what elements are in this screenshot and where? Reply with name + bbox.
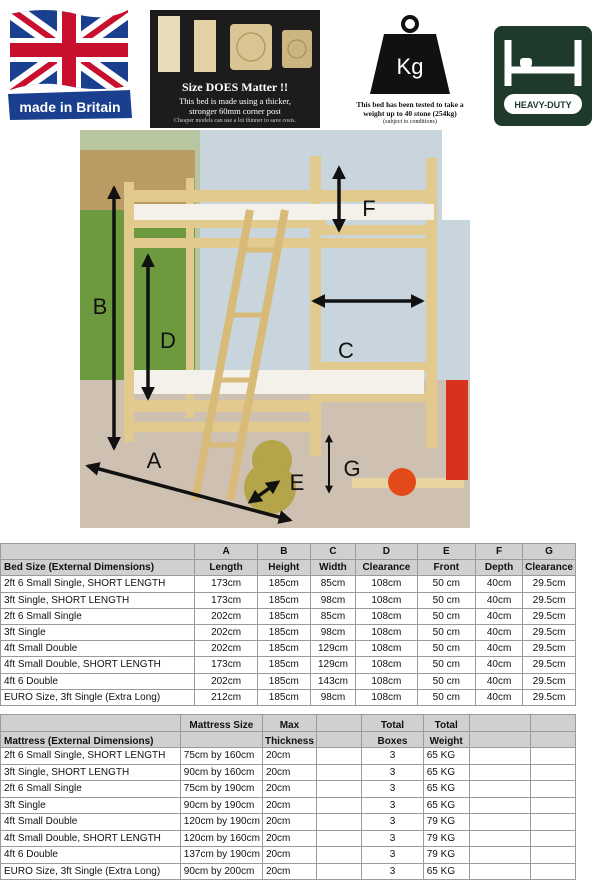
mattress-table-row [1, 748, 576, 765]
bed-dim-g: 29.5cm [523, 608, 576, 624]
mattress-name: 3ft Single, SHORT LENGTH [1, 764, 181, 781]
col-name-clearance: Clearance [356, 560, 417, 576]
bed-dim-b: 185cm [257, 576, 310, 592]
col-letter-e: E [417, 544, 475, 560]
col-letter-a: A [195, 544, 258, 560]
mattress-table-row [1, 847, 576, 864]
bed-dim-b: 185cm [257, 657, 310, 673]
bed-dim-e: 50 cm [417, 673, 475, 689]
col-name-clearance-g: Clearance [523, 560, 576, 576]
bed-dim-g: 29.5cm [523, 641, 576, 657]
mattress-col-max: Max [262, 715, 316, 732]
mattress-boxes: 3 [362, 830, 424, 847]
bed-dim-c: 129cm [310, 641, 355, 657]
mattress-boxes: 3 [362, 847, 424, 864]
bed-dim-c: 129cm [310, 657, 355, 673]
bed-size-name: 2ft 6 Small Single, SHORT LENGTH [1, 576, 195, 592]
kg-label: Kg [396, 54, 424, 79]
bed-dim-f: 40cm [475, 608, 522, 624]
mattress-header-bottom [1, 731, 576, 748]
bed-table-title: Bed Size (External Dimensions) [1, 560, 195, 576]
bed-size-name: 4ft 6 Double [1, 673, 195, 689]
bed-dim-d: 108cm [356, 592, 417, 608]
col-name-front: Front [417, 560, 475, 576]
label-d: D [160, 328, 176, 353]
mattress-weight: 79 KG [423, 830, 469, 847]
bunk-bed-illustration [80, 130, 470, 528]
bed-dim-c: 143cm [310, 673, 355, 689]
bed-table-row [1, 673, 576, 689]
bunk-bed-diagram [80, 130, 470, 528]
union-flag-icon [6, 6, 132, 121]
bed-dim-f: 40cm [475, 673, 522, 689]
mattress-table [0, 714, 576, 880]
made-in-britain-badge [6, 6, 132, 121]
mattress-table-title: Mattress (External Dimensions) [1, 731, 181, 748]
bed-size-name: EURO Size, 3ft Single (Extra Long) [1, 689, 195, 705]
mattress-size: 137cm by 190cm [180, 847, 262, 864]
mattress-name: 4ft Small Double [1, 814, 181, 831]
bed-dim-g: 29.5cm [523, 689, 576, 705]
bed-dim-d: 108cm [356, 673, 417, 689]
label-f: F [362, 196, 376, 221]
mattress-table-row [1, 814, 576, 831]
mattress-weight: 65 KG [423, 748, 469, 765]
bed-table-row [1, 641, 576, 657]
bed-dim-g: 29.5cm [523, 592, 576, 608]
mattress-boxes: 3 [362, 863, 424, 880]
mattress-thickness: 20cm [262, 748, 316, 765]
mattress-thickness: 20cm [262, 847, 316, 864]
bed-table-row [1, 657, 576, 673]
bed-table-row [1, 576, 576, 592]
bed-dim-e: 50 cm [417, 608, 475, 624]
bed-dim-a: 173cm [195, 576, 258, 592]
bed-dim-d: 108cm [356, 608, 417, 624]
bed-dim-f: 40cm [475, 657, 522, 673]
mattress-thickness: 20cm [262, 863, 316, 880]
mattress-weight: 65 KG [423, 764, 469, 781]
bed-dim-b: 185cm [257, 673, 310, 689]
col-letter-f: F [475, 544, 522, 560]
mattress-weight: 79 KG [423, 847, 469, 864]
mattress-size: 120cm by 190cm [180, 814, 262, 831]
bed-dim-f: 40cm [475, 689, 522, 705]
bed-table-row [1, 689, 576, 705]
wood-posts-icon [150, 10, 320, 78]
bed-dim-c: 98cm [310, 592, 355, 608]
label-g: G [343, 456, 361, 481]
mattress-table-row [1, 764, 576, 781]
bed-dim-g: 29.5cm [523, 624, 576, 640]
bed-size-name: 3ft Single [1, 624, 195, 640]
weight-icon [340, 12, 480, 98]
mattress-weight: 65 KG [423, 781, 469, 798]
mattress-table-row [1, 797, 576, 814]
mattress-boxes: 3 [362, 797, 424, 814]
bed-dim-a: 202cm [195, 641, 258, 657]
mattress-header-top [1, 715, 576, 732]
mattress-name: 2ft 6 Small Single, SHORT LENGTH [1, 748, 181, 765]
bed-table-row [1, 624, 576, 640]
weight-text [340, 100, 480, 127]
mattress-thickness: 20cm [262, 830, 316, 847]
corner-post-badge [150, 10, 320, 128]
mattress-table-row [1, 830, 576, 847]
bed-dim-c: 98cm [310, 624, 355, 640]
bed-dim-f: 40cm [475, 592, 522, 608]
mattress-size: 90cm by 200cm [180, 863, 262, 880]
bed-dim-e: 50 cm [417, 576, 475, 592]
bed-icon [494, 26, 592, 126]
bed-dim-g: 29.5cm [523, 576, 576, 592]
bed-dim-a: 202cm [195, 673, 258, 689]
mattress-size: 120cm by 160cm [180, 830, 262, 847]
mattress-col-weight: Weight [423, 731, 469, 748]
mattress-table-row [1, 781, 576, 798]
lower-mattress [134, 370, 424, 394]
bed-dim-d: 108cm [356, 624, 417, 640]
bed-dim-g: 29.5cm [523, 657, 576, 673]
mattress-col-boxes: Boxes [362, 731, 424, 748]
bed-dim-d: 108cm [356, 576, 417, 592]
mattress-thickness: 20cm [262, 781, 316, 798]
col-letter-c: C [310, 544, 355, 560]
bed-dim-a: 173cm [195, 657, 258, 673]
label-a: A [146, 448, 162, 473]
bed-dim-b: 185cm [257, 689, 310, 705]
bed-dim-b: 185cm [257, 624, 310, 640]
bed-dim-d: 108cm [356, 689, 417, 705]
col-name-width: Width [310, 560, 355, 576]
made-in-britain-text: made in Britain [19, 99, 121, 115]
bed-dim-f: 40cm [475, 641, 522, 657]
bed-dim-g: 29.5cm [523, 673, 576, 689]
mattress-size: 90cm by 160cm [180, 764, 262, 781]
bed-size-name: 4ft Small Double, SHORT LENGTH [1, 657, 195, 673]
bed-table-row [1, 592, 576, 608]
mattress-name: 4ft Small Double, SHORT LENGTH [1, 830, 181, 847]
mattress-boxes: 3 [362, 814, 424, 831]
bed-table-header-names [1, 560, 576, 576]
mattress-thickness: 20cm [262, 764, 316, 781]
mattress-col-total-boxes: Total [362, 715, 424, 732]
bed-dim-a: 202cm [195, 624, 258, 640]
mattress-name: 3ft Single [1, 797, 181, 814]
bed-size-name: 4ft Small Double [1, 641, 195, 657]
mattress-col-thickness: Thickness [262, 731, 316, 748]
bed-dim-c: 85cm [310, 608, 355, 624]
mattress-boxes: 3 [362, 781, 424, 798]
col-letter-b: B [257, 544, 310, 560]
mattress-size: 75cm by 190cm [180, 781, 262, 798]
heavy-duty-label: HEAVY-DUTY [514, 100, 572, 110]
toy-robot [446, 380, 468, 480]
mattress-boxes: 3 [362, 764, 424, 781]
bed-dim-b: 185cm [257, 592, 310, 608]
weight-line-3: (subject to conditions) [383, 119, 437, 125]
bed-table-header-letters [1, 544, 576, 560]
col-letter-g: G [523, 544, 576, 560]
corner-post-line-2: stronger 60mm corner post [189, 106, 281, 116]
mattress-name: EURO Size, 3ft Single (Extra Long) [1, 863, 181, 880]
mattress-size: 75cm by 160cm [180, 748, 262, 765]
bed-dim-c: 85cm [310, 576, 355, 592]
label-b: B [92, 294, 108, 319]
mattress-name: 4ft 6 Double [1, 847, 181, 864]
mattress-col-total-weight: Total [423, 715, 469, 732]
bed-table-row [1, 608, 576, 624]
bed-dim-e: 50 cm [417, 641, 475, 657]
mattress-thickness: 20cm [262, 814, 316, 831]
mattress-weight: 65 KG [423, 797, 469, 814]
bed-dim-e: 50 cm [417, 624, 475, 640]
bed-dim-e: 50 cm [417, 689, 475, 705]
bed-dim-d: 108cm [356, 641, 417, 657]
size-matters-title: Size DOES Matter !! [181, 80, 289, 94]
mattress-thickness: 20cm [262, 797, 316, 814]
badge-strip [0, 0, 600, 135]
bed-dim-b: 185cm [257, 641, 310, 657]
heavy-duty-badge [494, 26, 592, 126]
col-name-height: Height [257, 560, 310, 576]
mattress-name: 2ft 6 Small Single [1, 781, 181, 798]
bed-size-name: 2ft 6 Small Single [1, 608, 195, 624]
mattress-boxes: 3 [362, 748, 424, 765]
bed-dim-b: 185cm [257, 608, 310, 624]
label-e: E [289, 470, 305, 495]
bed-size-table [0, 543, 576, 706]
col-letter-d: D [356, 544, 417, 560]
mattress-weight: 65 KG [423, 863, 469, 880]
bed-dim-a: 173cm [195, 592, 258, 608]
corner-post-text [150, 96, 320, 116]
col-name-depth: Depth [475, 560, 522, 576]
label-c: C [338, 338, 354, 363]
bed-size-name: 3ft Single, SHORT LENGTH [1, 592, 195, 608]
corner-post-note: Cheaper models can use a lot thinner to save costs. [174, 118, 296, 124]
mattress-table-row [1, 863, 576, 880]
mattress-col-size: Mattress Size [180, 715, 262, 732]
bed-dim-d: 108cm [356, 657, 417, 673]
bed-dim-c: 98cm [310, 689, 355, 705]
bed-dim-e: 50 cm [417, 592, 475, 608]
bed-dim-e: 50 cm [417, 657, 475, 673]
mattress-weight: 79 KG [423, 814, 469, 831]
bed-dim-a: 212cm [195, 689, 258, 705]
corner-post-line-1: This bed is made using a thicker, [179, 96, 291, 106]
bed-dim-f: 40cm [475, 576, 522, 592]
col-name-length: Length [195, 560, 258, 576]
bed-dim-f: 40cm [475, 624, 522, 640]
weight-line-2: weight up to 40 stone (254kg) [363, 109, 457, 118]
bed-dim-a: 202cm [195, 608, 258, 624]
weight-line-1: This bed has been tested to take a [356, 100, 464, 109]
weight-tested-badge [340, 12, 480, 130]
mattress-size: 90cm by 190cm [180, 797, 262, 814]
